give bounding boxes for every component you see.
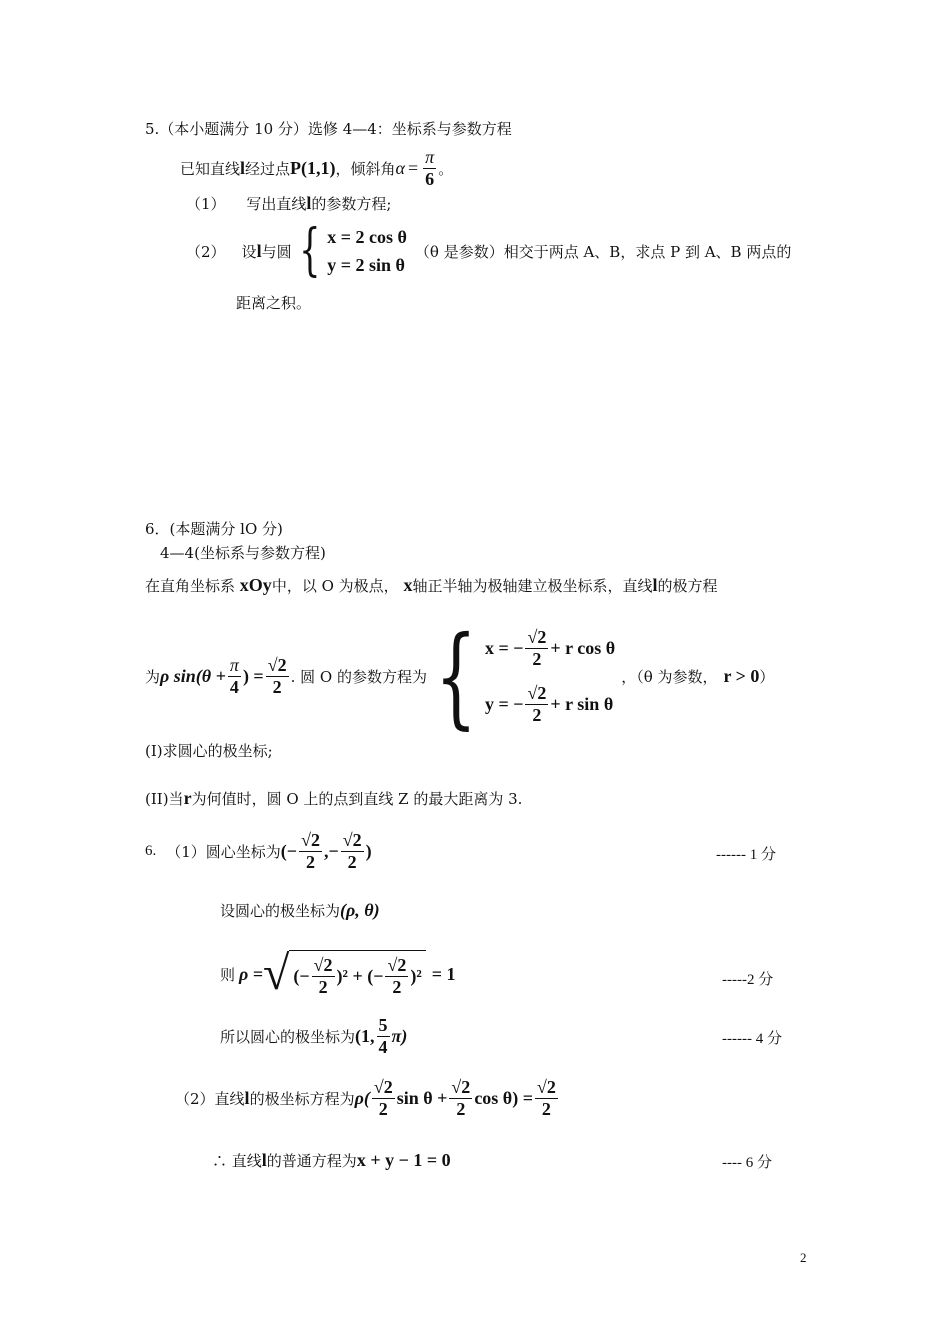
- circle-x-eq: [485, 620, 615, 676]
- root2-over-2: [266, 655, 289, 697]
- fraction-numerator: √2: [342, 829, 362, 850]
- fraction-denominator: 2: [392, 977, 402, 997]
- page-number: 2: [800, 1250, 807, 1265]
- q5-part2: [186, 218, 792, 283]
- fraction-denominator: 2: [272, 676, 282, 697]
- radical-sign: √: [263, 947, 290, 1000]
- part2-text-a: 设: [241, 242, 257, 261]
- rho-theta: (ρ, θ): [340, 900, 380, 920]
- score-step1: ------ 1 分: [716, 847, 776, 863]
- equals-one: = 1: [431, 963, 456, 984]
- q6-line2: [145, 612, 775, 740]
- fraction-numerator: 5: [378, 1014, 388, 1035]
- q6-part2-a: (II)当: [145, 790, 184, 808]
- sol-step6: [212, 1150, 451, 1171]
- fraction-numerator: √2: [373, 1076, 393, 1097]
- root2-over-2: [385, 955, 408, 997]
- angle-fraction: [423, 147, 436, 189]
- score-step4: ---- 6 分: [722, 1155, 772, 1171]
- fraction-denominator: 2: [456, 1098, 466, 1119]
- q6-line1-d: 的极方程: [657, 577, 718, 595]
- point-open: (1,: [355, 1025, 375, 1046]
- sol-step6-a: ∴ 直线: [212, 1152, 262, 1170]
- line-l: l: [256, 240, 262, 261]
- sol-label: 6.: [145, 842, 157, 859]
- sol-step5-a: （2）直线: [175, 1089, 245, 1108]
- y-eq-lhs: y = −: [484, 694, 524, 714]
- q6-subheader: 4—4(坐标系与参数方程): [160, 544, 326, 562]
- q6-line2-d: ）: [759, 667, 775, 686]
- root2-over-2: [535, 1077, 558, 1119]
- r-condition: r > 0: [723, 665, 760, 686]
- radical: [263, 947, 426, 1000]
- q6-line1: [145, 575, 717, 596]
- sin-term: sin θ +: [396, 1087, 448, 1108]
- sol-step3-text: 则: [220, 965, 236, 984]
- point-close: π): [391, 1025, 408, 1046]
- sol-step5-b: 的极坐标方程为: [249, 1089, 355, 1108]
- close-equals: ) =: [242, 665, 264, 686]
- q6-header: 6．(本题满分 lO 分): [145, 520, 283, 538]
- paren-close: ): [365, 840, 372, 861]
- r-symbol: r: [183, 788, 192, 808]
- q6-part1: (I)求圆心的极坐标;: [145, 742, 273, 760]
- fraction-numerator: √2: [267, 654, 287, 675]
- y-eq-rhs: + r sin θ: [550, 694, 614, 714]
- q6-line1-c: 轴正半轴为极轴建立极坐标系，直线: [412, 577, 653, 595]
- q6-line2-b: . 圆 O 的参数方程为: [290, 667, 427, 686]
- fraction-denominator: 2: [532, 648, 542, 669]
- sol-step6-b: 的普通方程为: [266, 1152, 357, 1170]
- pi-over-four: [228, 655, 241, 697]
- rho-equals: ρ =: [239, 963, 264, 984]
- fraction-numerator: √2: [527, 626, 547, 647]
- q5-period: 。: [438, 159, 454, 178]
- fraction-denominator: 2: [541, 1098, 551, 1119]
- fraction-numerator: √2: [527, 682, 547, 703]
- fraction-numerator: √2: [301, 829, 320, 850]
- term-close: )²: [410, 966, 422, 986]
- fraction-numerator: √2: [536, 1076, 556, 1097]
- fraction-numerator: π: [425, 146, 435, 167]
- circle-param-system: [485, 620, 615, 732]
- sol-step4: [220, 1012, 407, 1060]
- line-l: l: [652, 575, 658, 595]
- q5-part2-cont: 距离之积。: [236, 294, 312, 312]
- system-y-equation: y = 2 sin θ: [327, 255, 405, 275]
- circle-system: [327, 223, 407, 279]
- q5-intro: [180, 148, 453, 188]
- root2-over-2: [312, 955, 335, 997]
- q6-part2: [145, 788, 522, 809]
- sol-step5: [175, 1072, 560, 1124]
- line-l: l: [261, 1150, 267, 1170]
- fraction-denominator: 4: [378, 1036, 388, 1057]
- wei-text: 为: [145, 667, 161, 686]
- fraction-numerator: √2: [313, 955, 333, 976]
- fraction-denominator: 2: [378, 1098, 388, 1119]
- fraction-denominator: 2: [318, 977, 328, 997]
- score-step3: ------ 4 分: [722, 1031, 782, 1047]
- cos-term: cos θ) =: [474, 1087, 533, 1108]
- x-eq-lhs: x = −: [484, 638, 524, 658]
- root2-over-2: [372, 1077, 395, 1119]
- equals-sign: =: [408, 157, 419, 178]
- q6-part2-b: 为何值时，圆 O 上的点到直线 Z 的最大距离为 3.: [191, 790, 523, 808]
- fraction-denominator: 2: [306, 851, 315, 872]
- root2-over-2: [525, 683, 548, 725]
- system-x-equation: x = 2 cos θ: [327, 227, 407, 247]
- fraction-denominator: 6: [425, 168, 435, 189]
- point-p: P(1,1): [290, 157, 336, 178]
- left-brace: {: [434, 612, 477, 740]
- root2-over-2: [341, 830, 364, 872]
- term-open: (−: [293, 966, 310, 986]
- q6-line1-a: 在直角坐标系: [145, 577, 236, 595]
- root2-over-2: [299, 830, 322, 872]
- sol-step3: [220, 944, 456, 1004]
- root2-over-2: [525, 627, 548, 669]
- x-eq-rhs: + r cos θ: [550, 638, 616, 658]
- part1-text-a: 写出直线: [246, 195, 307, 213]
- score-step2: -----2 分: [722, 972, 774, 988]
- part2-text-b: 与圆: [261, 242, 292, 261]
- radicand: [289, 950, 425, 998]
- line-l: l: [240, 157, 246, 178]
- x-axis-label: x: [403, 575, 413, 595]
- alpha-symbol: α: [395, 157, 405, 178]
- root2-over-2: [449, 1077, 472, 1119]
- rho-sin-expr: ρ sin(θ +: [160, 665, 226, 686]
- comma-neg: ,−: [323, 840, 339, 861]
- five-over-four: [377, 1015, 390, 1057]
- left-brace: {: [298, 218, 321, 283]
- q5-intro-b: 经过点: [245, 159, 291, 178]
- fraction-denominator: 2: [532, 704, 542, 725]
- sol-step4-text: 所以圆心的极坐标为: [220, 1027, 356, 1046]
- part-number: （2）: [186, 242, 226, 261]
- q5-intro-a: 已知直线: [180, 159, 241, 178]
- fraction-numerator: √2: [451, 1076, 471, 1097]
- sol-step1: [145, 826, 372, 876]
- paren-open: (−: [280, 840, 298, 861]
- part1-text-b: 的参数方程;: [311, 195, 392, 213]
- q5-header: 5.（本小题满分 10 分）选修 4—4：坐标系与参数方程: [145, 120, 512, 138]
- part-number: （1）: [186, 195, 226, 213]
- part2-text-c: （θ 是参数）相交于两点 A、B，求点 P 到 A、B 两点的: [414, 242, 792, 261]
- sol-step1-text: （1）圆心坐标为: [166, 842, 281, 861]
- q6-line2-c: ，（θ 为参数，: [621, 667, 718, 686]
- fraction-numerator: π: [229, 654, 239, 675]
- rho-open: ρ(: [354, 1087, 370, 1108]
- fraction-denominator: 2: [347, 851, 357, 872]
- q5-intro-c: ，倾斜角: [335, 159, 396, 178]
- fraction-denominator: 4: [229, 676, 239, 697]
- fraction-numerator: √2: [387, 955, 407, 976]
- term-mid: )² + (−: [336, 966, 384, 986]
- circle-y-eq: [485, 676, 615, 732]
- sol-step2-text: 设圆心的极坐标为: [220, 902, 341, 920]
- line-l: l: [306, 193, 312, 213]
- standard-equation: x + y − 1 = 0: [356, 1150, 451, 1170]
- q6-line1-b: 中，以 O 为极点，: [271, 577, 399, 595]
- q5-part1: [186, 193, 391, 214]
- xoy-label: xOy: [239, 575, 272, 595]
- line-l: l: [244, 1087, 250, 1108]
- sol-step2: [220, 900, 380, 921]
